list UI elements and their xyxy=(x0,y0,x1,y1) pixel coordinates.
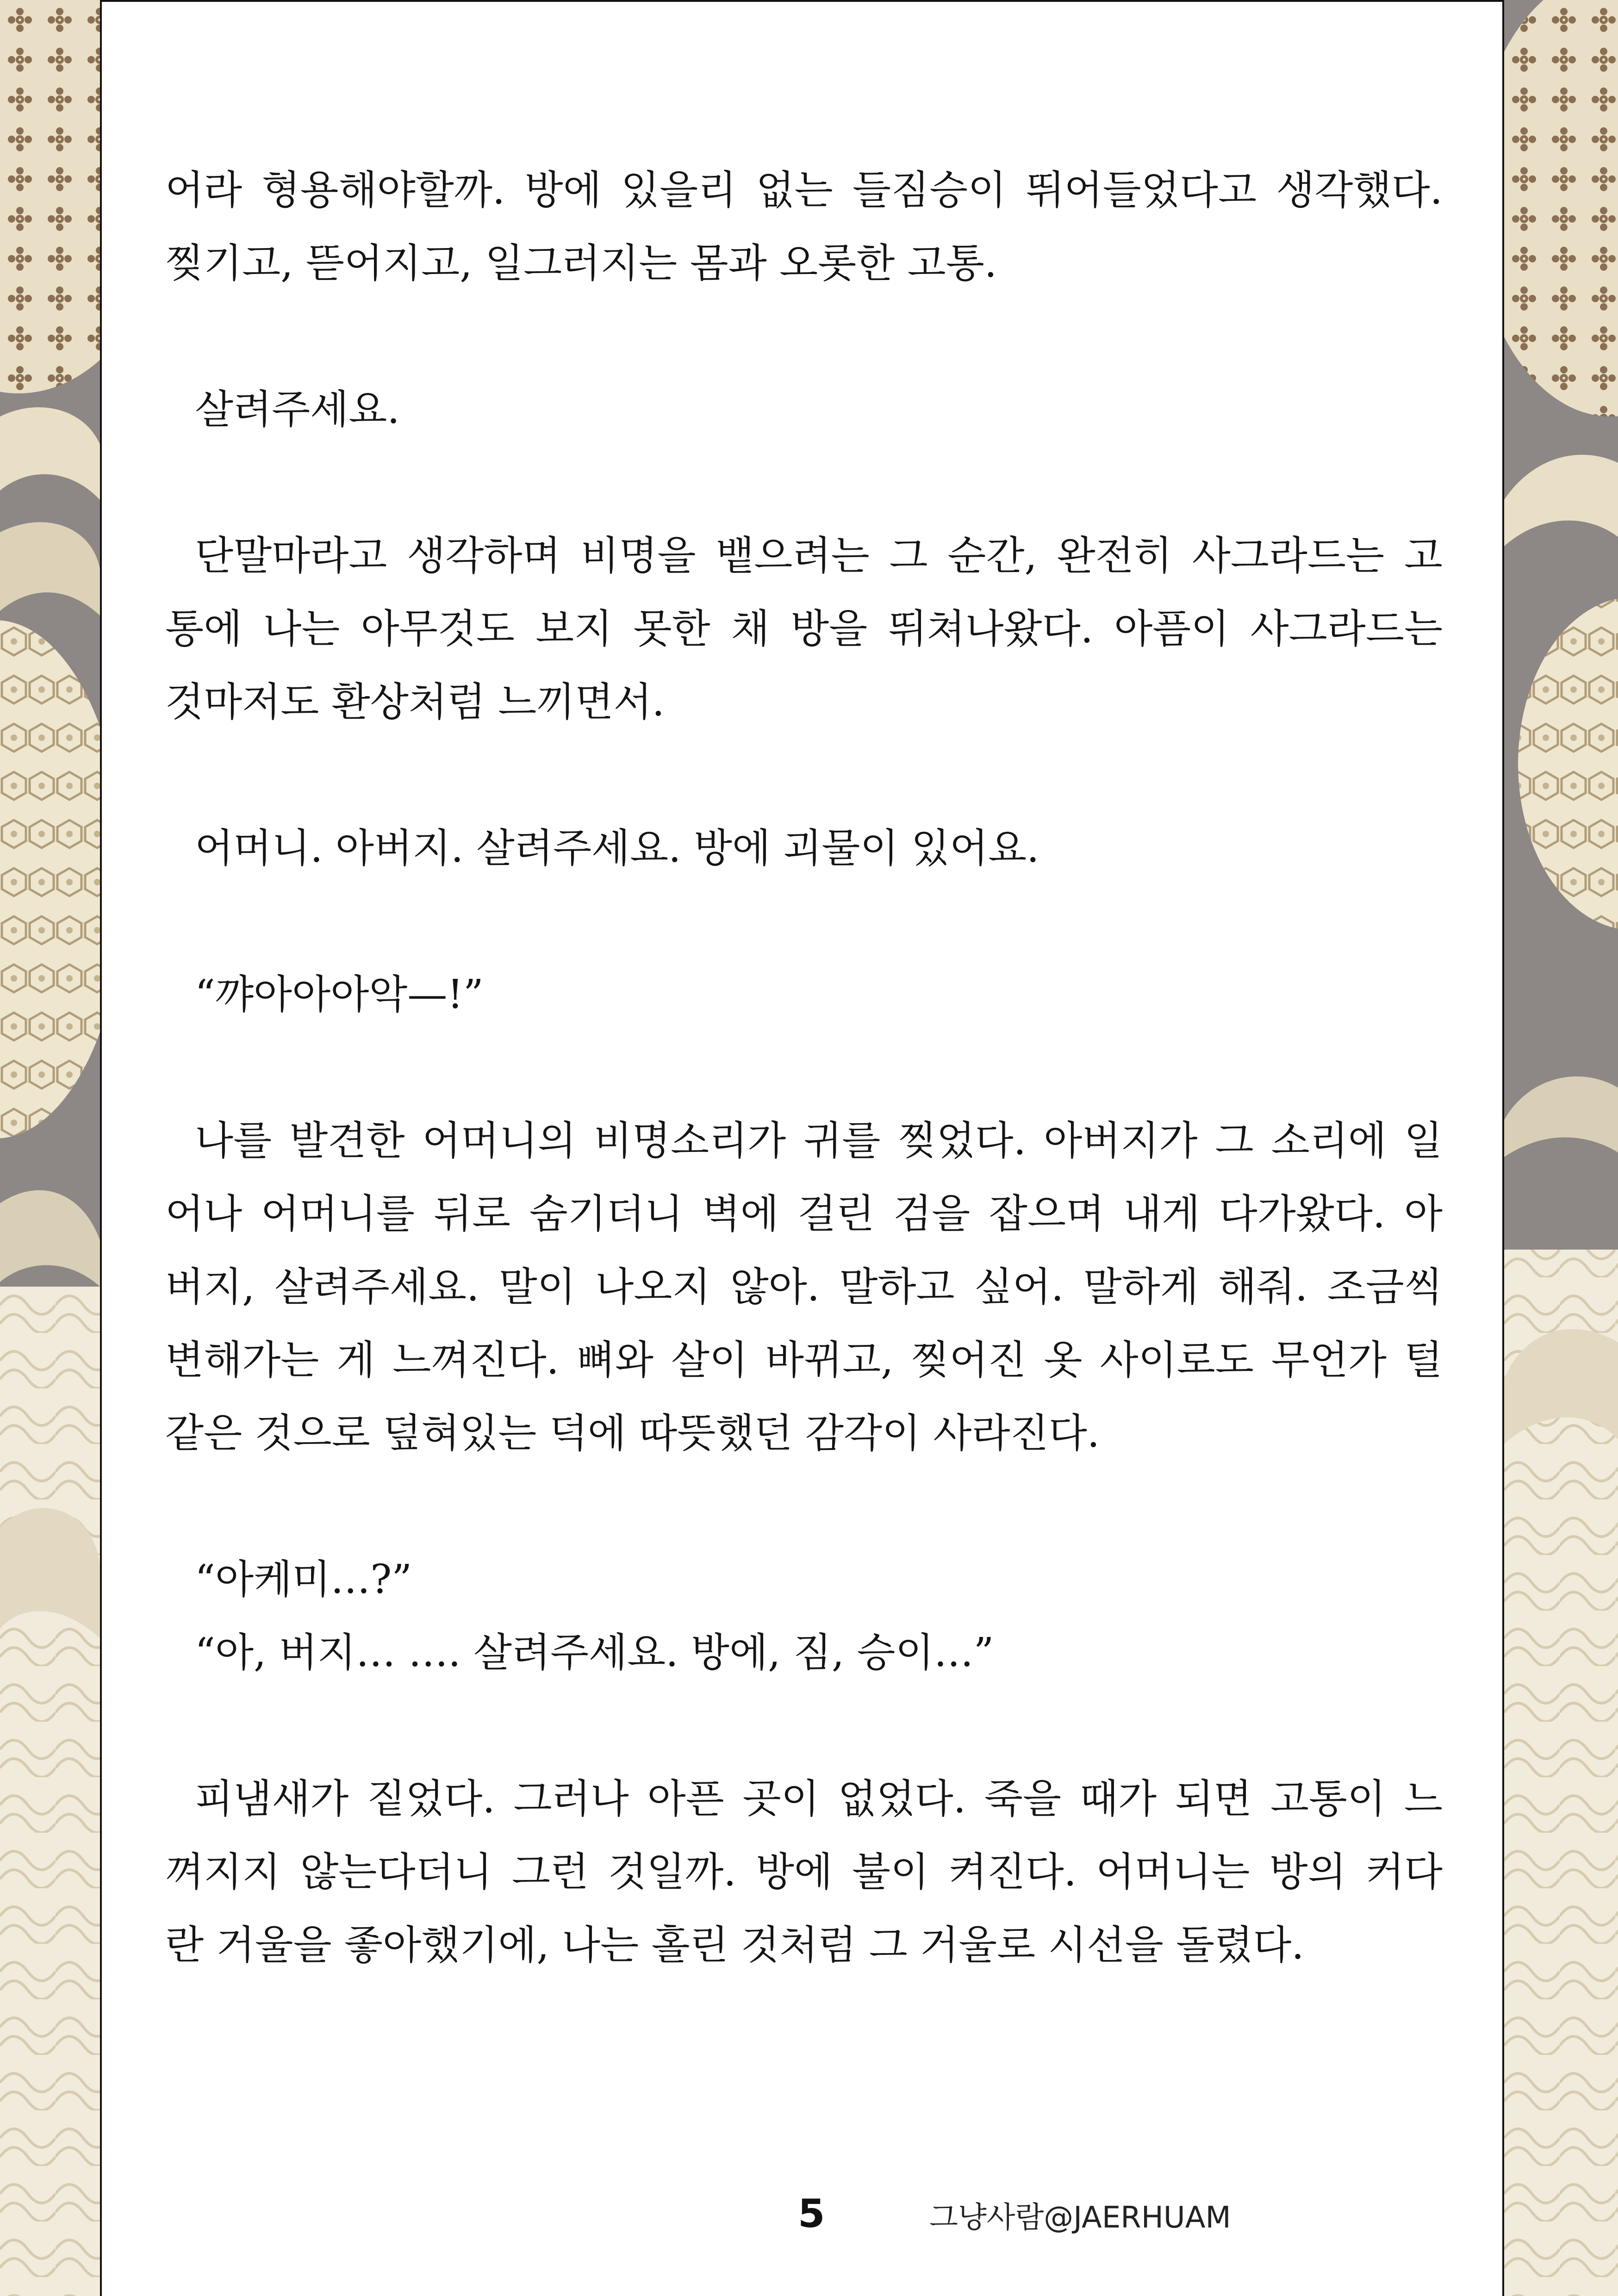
ornamental-pattern-icon xyxy=(1504,0,1618,2296)
blank-line xyxy=(165,1689,1443,1762)
right-ornamental-border xyxy=(1504,0,1618,2296)
text-line: 통에 나는 아무것도 보지 못한 채 방을 뛰쳐나왔다. 아픔이 사그라드는 xyxy=(165,606,1443,652)
text-line: 살려주세요. xyxy=(195,386,400,433)
blank-line xyxy=(165,739,1443,812)
blank-line xyxy=(165,1470,1443,1543)
left-ornamental-border xyxy=(0,0,100,2296)
text-line: 변해가는 게 느껴진다. 뼈와 살이 바뀌고, 찢어진 옷 사이로도 무언가 털 xyxy=(165,1337,1443,1383)
text-line: 나를 발견한 어머니의 비명소리가 귀를 찢었다. 아버지가 그 소리에 일 xyxy=(195,1118,1443,1164)
body-text xyxy=(165,154,1443,1982)
text-line: 란 거울을 좋아했기에, 나는 홀린 것처럼 그 거울로 시선을 돌렸다. xyxy=(165,1922,1304,1968)
text-line: 것마저도 환상처럼 느끼면서. xyxy=(165,679,665,725)
document-page xyxy=(100,0,1504,2296)
ornamental-pattern-icon xyxy=(0,0,100,2296)
text-line: “아케미…?” xyxy=(195,1556,412,1603)
text-line: 단말마라고 생각하며 비명을 뱉으려는 그 순간, 완전히 사그라드는 고 xyxy=(195,533,1443,579)
text-line: 껴지지 않는다더니 그런 것일까. 방에 불이 켜진다. 어머니는 방의 커다 xyxy=(165,1849,1443,1895)
author-credit: 그냥사람@JAERHUAM xyxy=(929,2201,1231,2235)
page-number: 5 xyxy=(798,2191,825,2236)
text-line: “아, 버지… …. 살려주세요. 방에, 짐, 승이…” xyxy=(195,1630,994,1676)
text-line: 찢기고, 뜯어지고, 일그러지는 몸과 오롯한 고통. xyxy=(165,240,997,286)
blank-line xyxy=(165,446,1443,519)
blank-line xyxy=(165,885,1443,958)
text-line: “꺄아아아악—!” xyxy=(195,971,484,1018)
blank-line xyxy=(165,1031,1443,1104)
text-line: 피냄새가 짙었다. 그러나 아픈 곳이 없었다. 죽을 때가 되면 고통이 느 xyxy=(195,1776,1443,1822)
text-line: 어머니. 아버지. 살려주세요. 방에 괴물이 있어요. xyxy=(195,825,1039,871)
text-line: 어나 어머니를 뒤로 숨기더니 벽에 걸린 검을 잡으며 내게 다가왔다. 아 xyxy=(165,1191,1443,1237)
text-line: 버지, 살려주세요. 말이 나오지 않아. 말하고 싶어. 말하게 해줘. 조금씩 xyxy=(165,1264,1443,1310)
blank-line xyxy=(165,300,1443,373)
text-line: 같은 것으로 덮혀있는 덕에 따뜻했던 감각이 사라진다. xyxy=(165,1410,1100,1456)
text-line: 어라 형용해야할까. 방에 있을리 없는 들짐승이 뛰어들었다고 생각했다. xyxy=(165,167,1443,213)
